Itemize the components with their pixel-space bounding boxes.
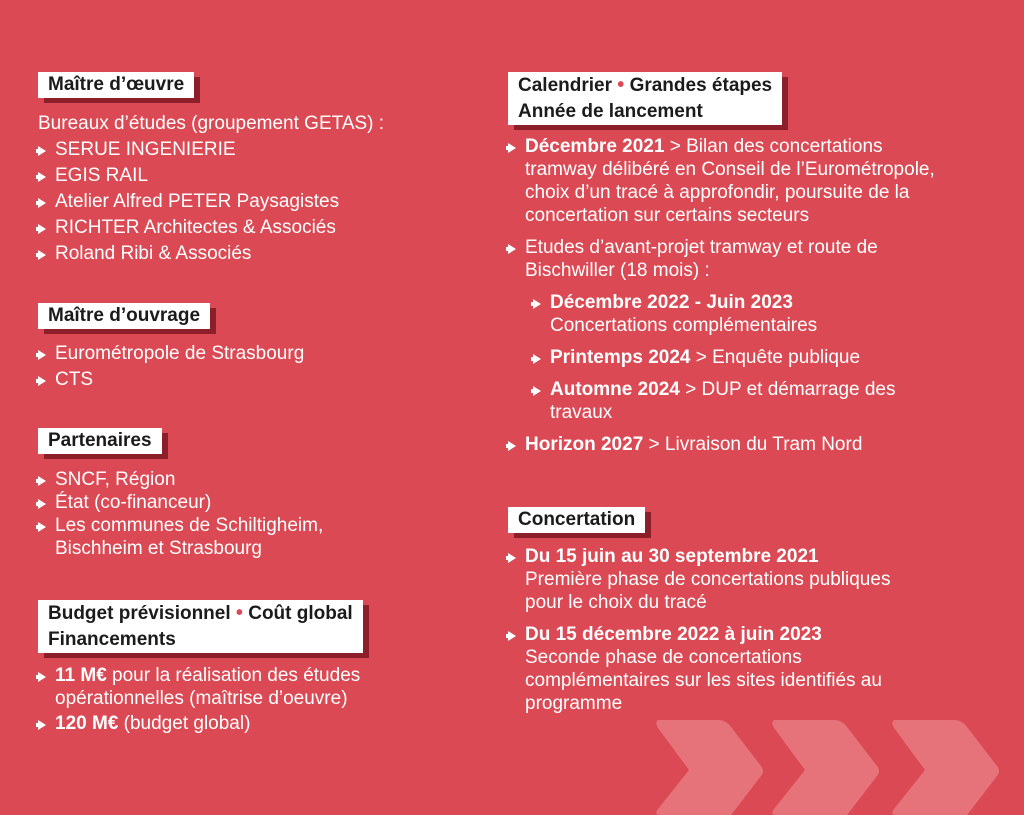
badge-budget: Budget prévisionnel • Coût global Financements	[38, 600, 363, 653]
list-item: Les communes de Schiltigheim, Bischheim et Strasbourg	[38, 514, 478, 560]
bullet-arrow-icon	[38, 224, 46, 234]
bullet-arrow-icon	[38, 499, 46, 509]
list-item: SERUE INGENIERIE	[38, 138, 478, 161]
badge-maitre-oeuvre: Maître d’œuvre	[38, 72, 194, 98]
bullet-arrow-icon	[38, 146, 46, 156]
sub-list-item: Décembre 2022 - Juin 2023 Concertations complémentaires	[508, 291, 998, 337]
badge-calendrier: Calendrier • Grandes étapes Année de lancement	[508, 72, 782, 125]
bullet-arrow-icon	[508, 244, 516, 254]
bullet-arrow-icon	[38, 476, 46, 486]
sub-list-item: Printemps 2024 > Enquête publique	[508, 346, 998, 369]
list-item: Etudes d’avant-projet tramway et route de Bischwiller (18 mois) :	[508, 236, 998, 282]
separator-dot-icon: •	[617, 74, 625, 96]
bullet-arrow-icon	[38, 522, 46, 532]
chevron-right-icon	[892, 720, 999, 815]
bullet-arrow-icon	[38, 250, 46, 260]
list-item: Roland Ribi & Associés	[38, 242, 478, 265]
list-item: Décembre 2021 > Bilan des concertations tramway délibéré en Conseil de l’Eurométropole, choix d’un tracé à approfondir, poursuite de la concertation sur certains secteurs	[508, 135, 998, 227]
bullet-arrow-icon	[508, 631, 516, 641]
separator-dot-icon: •	[235, 602, 243, 624]
maitre-oeuvre-list	[38, 112, 478, 268]
bullet-arrow-icon	[533, 386, 541, 396]
list-item: CTS	[38, 368, 478, 391]
list-item: État (co-financeur)	[38, 491, 478, 514]
bullet-arrow-icon	[38, 198, 46, 208]
partenaires-list	[38, 468, 478, 560]
sub-list-item: Automne 2024 > DUP et démarrage des travaux	[508, 378, 998, 424]
list-item: Horizon 2027 > Livraison du Tram Nord	[508, 433, 998, 456]
maitre-oeuvre-intro: Bureaux d’études (groupement GETAS) :	[38, 113, 385, 134]
bullet-arrow-icon	[508, 143, 516, 153]
chevron-right-icon	[772, 720, 879, 815]
bullet-arrow-icon	[533, 299, 541, 309]
list-item: Du 15 juin au 30 septembre 2021 Première phase de concertations publiques pour le choix du tracé	[508, 545, 998, 614]
calendrier-list	[508, 135, 998, 459]
list-item: Eurométropole de Strasbourg	[38, 342, 478, 365]
bullet-arrow-icon	[533, 354, 541, 364]
badge-partenaires: Partenaires	[38, 428, 162, 454]
list-item: RICHTER Architectes & Associés	[38, 216, 478, 239]
list-item: SNCF, Région	[38, 468, 478, 491]
list-item: 11 M€ pour la réalisation des études opérationnelles (maîtrise d’oeuvre)	[38, 664, 478, 710]
bullet-arrow-icon	[508, 441, 516, 451]
maitre-ouvrage-list	[38, 342, 478, 394]
list-item: EGIS RAIL	[38, 164, 478, 187]
list-item: Du 15 décembre 2022 à juin 2023 Seconde phase de concertations complémentaires sur les sites identifiés au programme	[508, 623, 998, 715]
badge-concertation: Concertation	[508, 507, 645, 533]
concertation-list	[508, 545, 998, 718]
badge-maitre-ouvrage: Maître d’ouvrage	[38, 303, 210, 329]
bullet-arrow-icon	[38, 350, 46, 360]
budget-list	[38, 664, 478, 735]
list-item: Atelier Alfred PETER Paysagistes	[38, 190, 478, 213]
bullet-arrow-icon	[38, 720, 46, 730]
bullet-arrow-icon	[508, 553, 516, 563]
chevron-right-icon	[656, 720, 763, 815]
decorative-chevrons-icon	[656, 720, 1024, 815]
list-item: 120 M€ (budget global)	[38, 712, 478, 735]
bullet-arrow-icon	[38, 672, 46, 682]
bullet-arrow-icon	[38, 376, 46, 386]
bullet-arrow-icon	[38, 172, 46, 182]
